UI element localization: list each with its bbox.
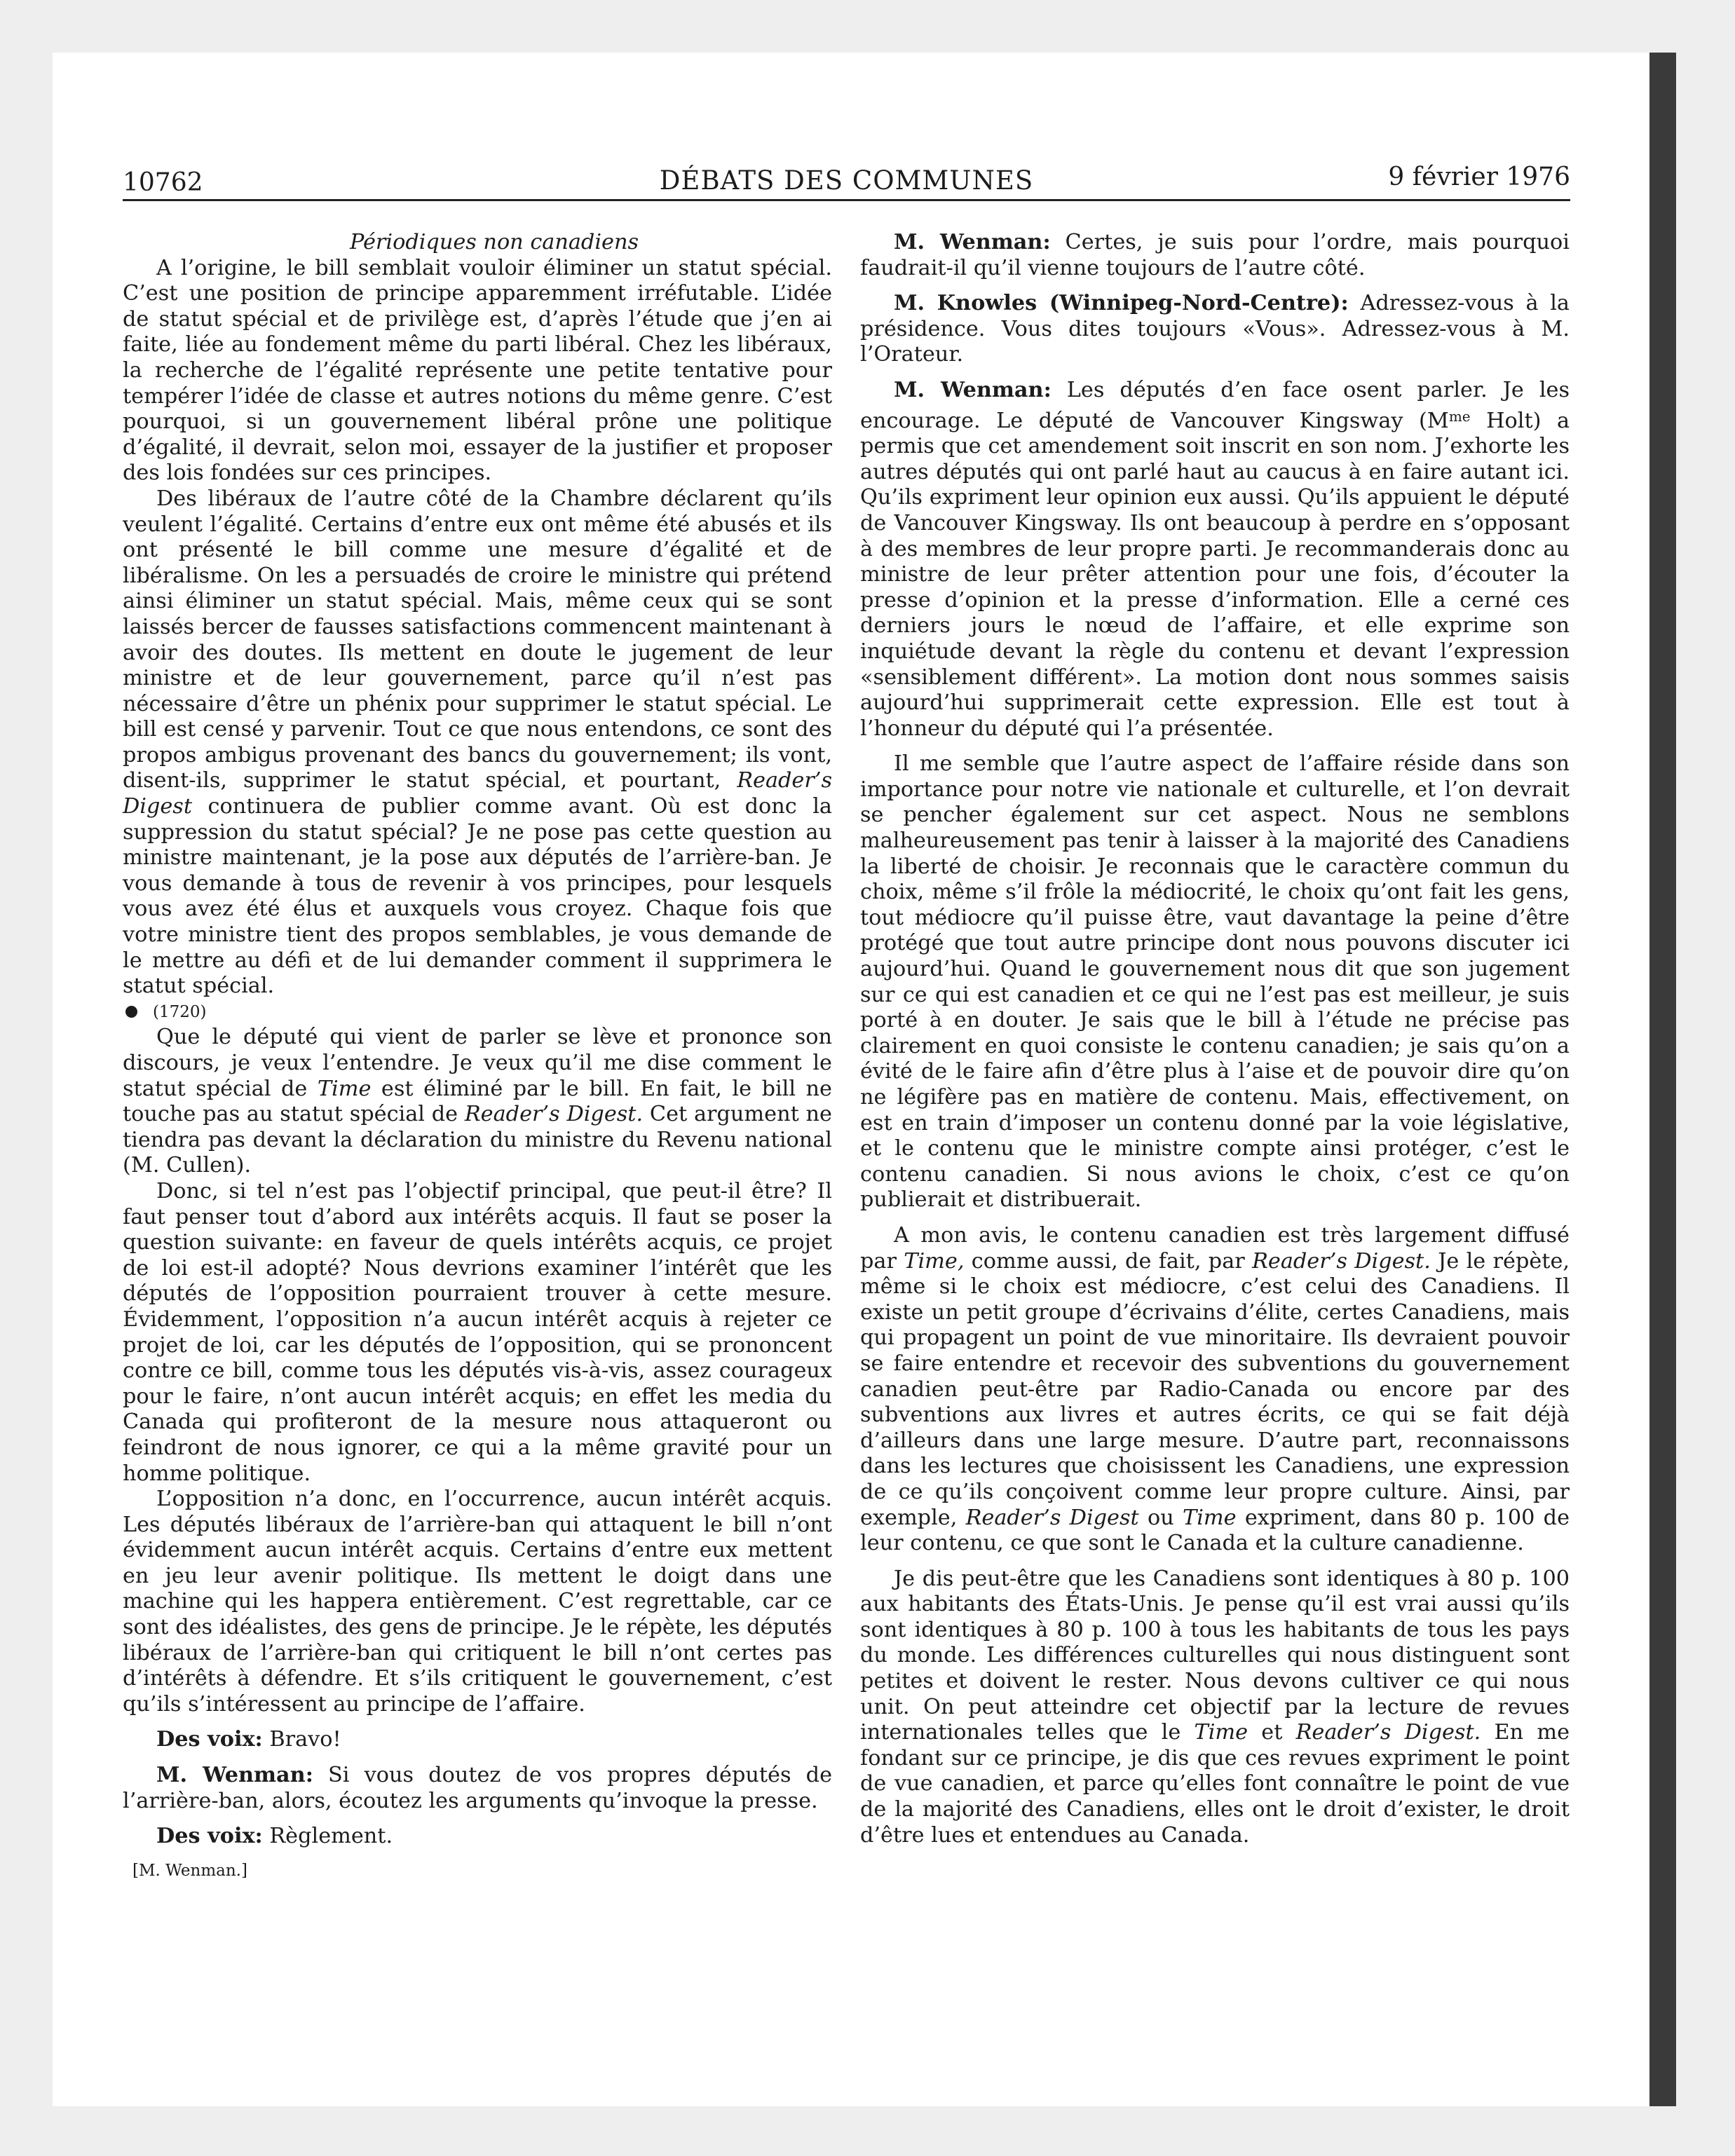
interjection-4 [860,230,1570,281]
paragraph-r5 [860,1223,1570,1557]
r5-italic-2: Reader’s Digest. [1252,1248,1431,1274]
paragraph-1: A l’origine, le bill semblait vouloir éliminer un statut spécial. C’est une position de principe apparemment irréfutable. L’idée de statut spécial et de privilège est, d’après l’étude que j’en ai faite, liée au fondement même du parti libéral. Chez les libéraux, la recherche de l’égalité représente une petite tentative pour tempérer l’idée de classe et autres notions du même genre. C’est pourquoi, si un gouvernement libéral prône une politique d’égalité, il devrait, selon moi, essayer de la justifier et proposer des lois fondées sur ces principes. [123,255,832,486]
paragraph-3-italic-2: Reader’s Digest. [464,1102,644,1127]
speech-text: Certes, je suis pour l’ordre, mais pourquoi faudrait-il qu’il vienne toujours de l’autre côté. [860,230,1570,280]
speech-text: Si vous doutez de vos propres députés de l’arrière-ban, alors, écoutez les arguments qu’invoque la presse. [123,1763,833,1813]
r5-text-e: expriment, dans 80 p. 100 de leur contenu, ce que sont le Canada et la culture canadienne. [860,1505,1570,1556]
r5-italic-3: Reader’s Digest [965,1505,1139,1530]
interjection-5 [860,291,1570,368]
bullet-dot-icon [125,1006,137,1018]
interjection-2 [123,1763,832,1814]
speech-text: Règlement. [262,1824,393,1849]
right-column [860,230,1570,1848]
speaker-name: Des voix: [156,1824,263,1849]
paragraph-2-text-b: continuera de publier comme avant. Où est donc la suppression du statut spécial? Je ne pose pas cette question au ministre maintenant, je la pose aux députés de l’arrière-ban. Je vous demande à tous de revenir à vos principes, pour lesquels vous avez été élus et auxquels vous croyez. Chaque fois que votre ministre tient des propos semblables, je vous demande de le mettre au défi et de lui demander comment il supprimera le statut spécial. [123,794,832,999]
r6-text-a: Je dis peut-être que les Canadiens sont identiques à 80 p. 100 aux habitants des États-Unis. Je pense qu’il est vrai aussi qu’ils sont identiques à 80 p. 100 à tous les habitants de tous les pays du monde. Les différences culturelles qui nous distinguent sont petites et doivent le rester. Nous devons cultiver ce qui nous unit. On peut atteindre cet objectif par la lecture de revues internationales telles que le [860,1566,1570,1745]
speech-text: Adressez-vous à la présidence. Vous dites toujours «Vous». Adressez-vous à M. l’Orateur. [860,291,1570,367]
interjection-1 [123,1727,832,1753]
scan-edge-shadow [1649,53,1676,2106]
speech-text-b: Holt) a permis que cet amendement soit inscrit en son nom. J’exhorte les autres députés qui ont parlé haut au caucus à en faire autant ici. Qu’ils expriment leur opinion eux aussi. Qu’ils appuient le député de Vancouver Kingsway. Ils ont beaucoup à perdre en s’opposant à des membres de leur propre parti. Je recommanderais donc au ministre de leur prêter attention pour une fois, d’écouter la presse d’opinion et la presse d’information. Elle a cerné ces derniers jours le nœud de l’affaire, et elle exprime son inquiétude devant la règle du contenu et devant l’expression «sensiblement différent». La motion dont nous sommes saisis aujourd’hui supprimerait cette expression. Elle est tout à l’honneur du député qui l’a présentée. [860,408,1570,741]
speaker-name: M. Wenman: [156,1763,313,1788]
paragraph-3-text-c: Cet argument ne tiendra pas devant la déclaration du ministre du Revenu national (M. Cullen). [123,1102,832,1178]
paragraph-2-text-a: Des libéraux de l’autre côté de la Chambre déclarent qu’ils veulent l’égalité. Certains d’entre eux ont même été abusés et ils ont présenté le bill comme une mesure d’égalité et de libéralisme. On les a persuadés de croire le ministre qui prétend ainsi éliminer un statut spécial. Mais, même ceux qui se sont laissés bercer de fausses satisfactions commencent maintenant à avoir des doutes. Ils mettent en doute le jugement de leur ministre et de leur gouvernement, parce qu’il n’est pas nécessaire d’être un phénix pour supprimer le statut spécial. Le bill est censé y parvenir. Tout ce que nous entendons, ce sont des propos ambigus provenant des bancs du gouvernement; ils vont, disent-ils, supprimer le statut spécial, et pourtant, [123,486,832,793]
speech-wenman [860,378,1570,742]
page-date: 9 février 1976 [1388,163,1570,191]
left-column [123,230,832,1883]
paragraph-2 [123,486,832,999]
r5-text-a: A mon avis, le contenu canadien est très largement diffusé par [860,1222,1570,1274]
r6-text-b: et [1248,1720,1296,1745]
speaker-attribution: [M. Wenman.] [132,1861,247,1880]
speaker-name: Des voix: [156,1727,263,1752]
paragraph-3-text-a: Que le député qui vient de parler se lève et prononce son discours, je veux l’entendre. Je veux qu’il me dise comment le statut spécial de [123,1025,832,1101]
paragraph-3-text-b: est éliminé par le bill. En fait, le bill ne touche pas au statut spécial de [123,1076,832,1127]
paragraph-3-italic-1: Time [317,1076,372,1101]
page-number: 10762 [123,168,203,197]
time-marker-text: (1720) [153,1002,207,1021]
r6-italic-1: Time [1194,1720,1248,1745]
r5-text-b: comme aussi, de fait, par [964,1248,1253,1274]
honorific-superscript: me [1448,407,1471,425]
speaker-name: M. Wenman: [894,377,1052,402]
paragraph-2-italic: Reader’s Digest [123,768,832,819]
paragraph-5: L’opposition n’a donc, en l’occurrence, aucun intérêt acquis. Les députés libéraux de l’arrière-ban qui attaquent le bill n’ont évidemment aucun intérêt acquis. Certains d’entre eux mettent en jeu leur avenir politique. Ils mettent le doigt dans une machine qui les happera entièrement. C’est regrettable, car ce sont des idéalistes, des gens de principe. Je le répète, les députés libéraux de l’arrière-ban qui critiquent le bill n’ont certes pas d’intérêts à défendre. Et s’ils critiquent le gouvernement, c’est qu’ils s’intéressent au principe de l’affaire. [123,1487,832,1717]
speech-text: Bravo! [262,1727,341,1752]
paragraph-3 [123,1025,832,1179]
page-header [123,163,1570,196]
section-subhead: Périodiques non canadiens [349,230,639,254]
paragraph-r6 [860,1567,1570,1849]
time-marker [123,999,832,1025]
r5-text-c: Je le répète, même si le choix est médiocre, c’est celui des Canadiens. Il existe un petit groupe d’écrivains d’élite, certes Canadiens, mais qui propagent un point de vue minoritaire. Ils devraient pouvoir se faire entendre et recevoir des subventions du gouvernement canadien peut-être par Radio-Canada ou encore par des subventions aux livres et autres écrits, ce qui se fait déjà d’ailleurs dans une large mesure. D’autre part, reconnaissons dans les lectures que choisissent les Canadiens, une expression de ce qu’ils conçoivent comme leur propre culture. Ainsi, par exemple, [860,1248,1570,1530]
r5-text-d: ou [1138,1505,1183,1530]
running-title: DÉBATS DES COMMUNES [659,165,1034,196]
r5-italic-1: Time, [904,1248,965,1274]
header-rule [123,199,1570,201]
r6-text-c: En me fondant sur ce principe, je dis que ces revues expriment le point de vue canadien, et parce qu’elles font connaître le point de vue de la majorité des Canadiens, elles ont le droit d’exister, le droit d’être lues et entendues au Canada. [860,1720,1570,1848]
speaker-name: M. Knowles (Winnipeg-Nord-Centre): [894,291,1349,316]
interjection-3 [123,1824,832,1850]
r6-italic-2: Reader’s Digest. [1295,1720,1481,1745]
paragraph-r4: Il me semble que l’autre aspect de l’affaire réside dans son importance pour notre vie nationale et culturelle, et l’on devrait se pencher également sur cet aspect. Nous ne semblons malheureusement pas tenir à laisser à la majorité des Canadiens la liberté de choisir. Je reconnais que le caractère commun du choix, même s’il frôle la médiocrité, le choix qu’ont fait les gens, tout médiocre qu’il puisse être, vaut davantage la peine d’être protégé que tout autre principe dont nous pouvons discuter ici aujourd’hui. Quand le gouvernement nous dit que son jugement sur ce qui est canadien et ce qui ne l’est pas est meilleur, je suis porté à en douter. Je sais que le bill à l’étude ne précise pas clairement en quoi consiste le contenu canadien; je sais qu’on a évité de le faire afin d’être plus à l’aise et de pouvoir dire qu’on ne légifère pas en matière de contenu. Mais, effectivement, on est en train d’imposer un contenu donné par la voie législative, et le contenu que le ministre compte ainsi protéger, c’est le contenu canadien. Si nous avions le choix, c’est ce qu’on publierait et distribuerait. [860,751,1570,1213]
speech-text-a: Les députés d’en face osent parler. Je les encourage. Le député de Vancouver Kingsway (M [860,377,1570,433]
r5-italic-4: Time [1183,1505,1237,1530]
speaker-name: M. Wenman: [894,230,1051,254]
paragraph-4: Donc, si tel n’est pas l’objectif principal, que peut-il être? Il faut penser tout d’abord aux intérêts acquis. Il faut se poser la question suivante: en faveur de quels intérêts acquis, ce projet de loi est-il adopté? Nous devrions examiner l’intérêt que les députés de l’opposition pourraient trouver à cette mesure. Évidemment, l’opposition n’a aucun intérêt acquis à rejeter ce projet de loi, car les députés de l’opposition, qui se prononcent contre ce bill, comme tous les députés vis-à-vis, assez courageux pour le faire, n’ont aucun intérêt acquis; en effet les media du Canada qui profiteront de la mesure nous attaqueront ou feindront de nous ignorer, ce qui a la même gravité pour un homme politique. [123,1178,832,1486]
